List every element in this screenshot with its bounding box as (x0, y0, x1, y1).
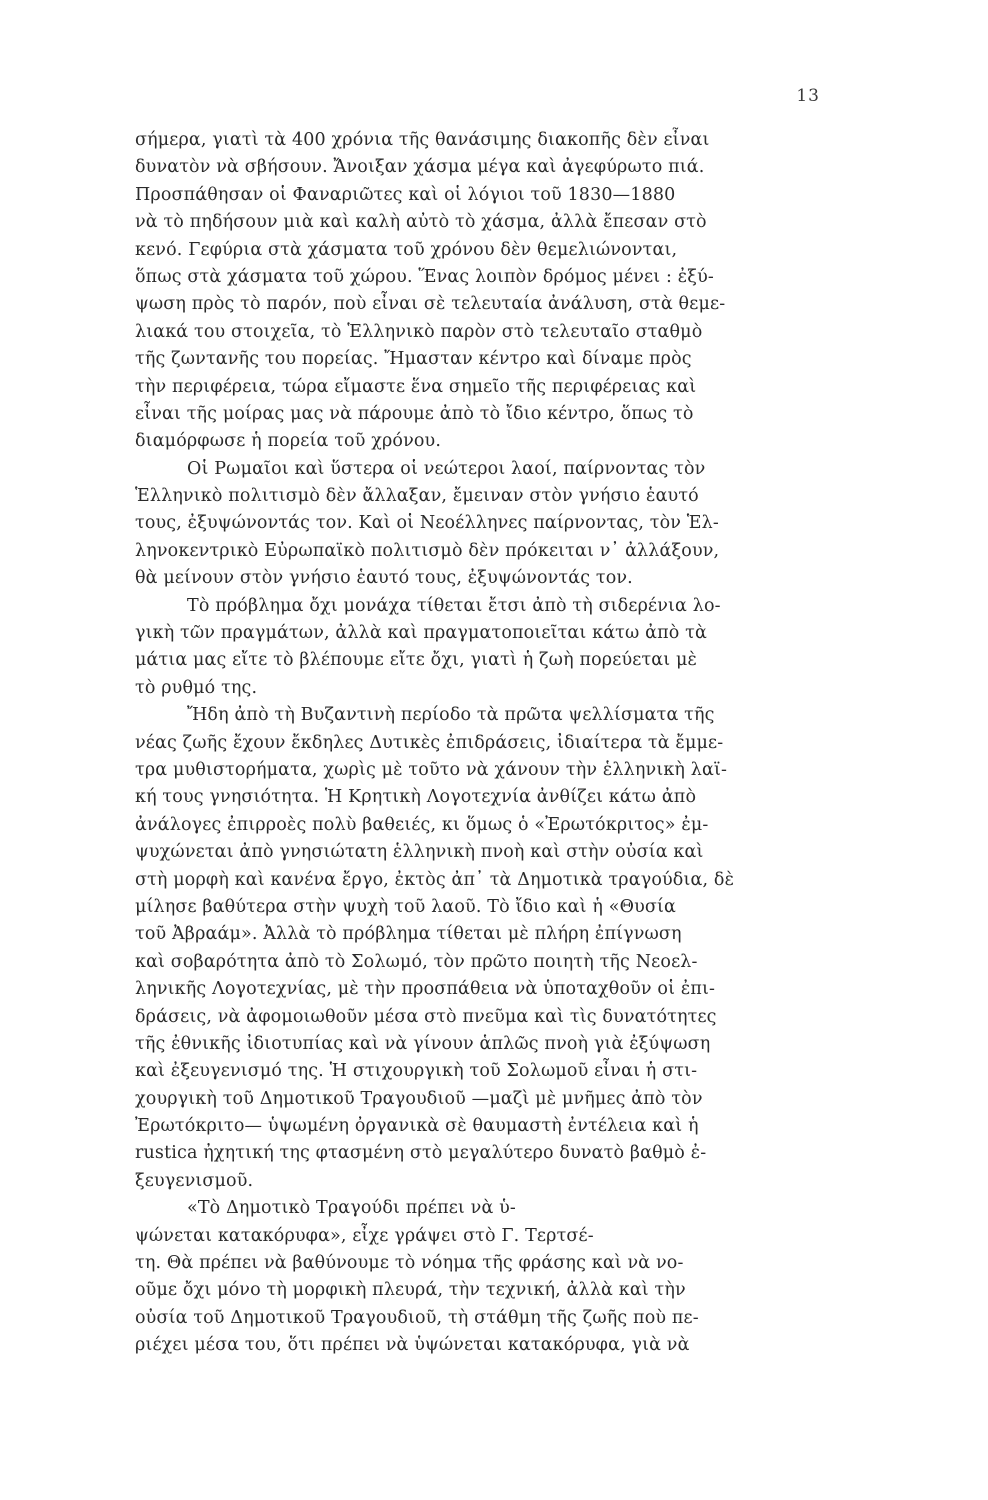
text-line: μάτια μας εἴτε τὸ βλέπουμε εἴτε ὄχι, γιατὶ ἡ ζωὴ πορεύεται μὲ (135, 650, 698, 671)
text-line: ληνικῆς Λογοτεχνίας, μὲ τὴν προσπάθεια νὰ ὑποταχθοῦν οἱ ἐπι- (135, 979, 716, 1000)
text-line: τρα μυθιστορήματα, χωρὶς μὲ τοῦτο νὰ χάνουν τὴν ἑλληνικὴ λαϊ- (135, 759, 728, 780)
text-line: χουργικὴ τοῦ Δημοτικοῦ Τραγουδιοῦ —μαζὶ μὲ μνῆμες ἀπὸ τὸν (135, 1088, 703, 1109)
text-line: τη. Θὰ πρέπει νὰ βαθύνουμε τὸ νόημα τῆς φράσης καὶ νὰ νο- (135, 1253, 684, 1274)
text-line: γικὴ τῶν πραγμάτων, ἀλλὰ καὶ πραγματοποιεῖται κάτω ἀπὸ τὰ (135, 623, 707, 644)
text-line: δράσεις, νὰ ἀφομοιωθοῦν μέσα στὸ πνεῦμα καὶ τὶς δυνατότητες (135, 1006, 717, 1027)
text-line: καὶ ἐξευγενισμό της. Ἡ στιχουργικὴ τοῦ Σολωμοῦ εἶναι ἡ στι- (135, 1061, 698, 1082)
text-line: εἶναι τῆς μοίρας μας νὰ πάρουμε ἀπὸ τὸ ἴδιο κέντρο, ὅπως τὸ (135, 403, 694, 424)
text-line: λιακά του στοιχεῖα, τὸ Ἑλληνικὸ παρὸν στὸ τελευταῖο σταθμὸ (135, 321, 703, 342)
text-line: τὴν περιφέρεια, τώρα εἴμαστε ἕνα σημεῖο τῆς περιφέρειας καὶ (135, 376, 697, 397)
text-line: ληνοκεντρικὸ Εὐρωπαϊκὸ πολιτισμὸ δὲν πρόκειται ν᾽ ἀλλάξουν, (135, 540, 720, 561)
text-line: ὅπως στὰ χάσματα τοῦ χώρου. Ἕνας λοιπὸν δρόμος μένει : ἐξύ- (135, 266, 714, 287)
text-line: ξευγενισμοῦ. (135, 1170, 254, 1191)
text-line: τῆς ζωντανῆς του πορείας. Ἤμασταν κέντρο καὶ δίναμε πρὸς (135, 349, 692, 370)
text-line: κή τους γνησιότητα. Ἡ Κρητικὴ Λογοτεχνία ἀνθίζει κάτω ἀπὸ (135, 787, 697, 808)
text-line: διαμόρφωσε ἡ πορεία τοῦ χρόνου. (135, 431, 442, 452)
text-line: τοῦ Ἀβραάμ». Ἀλλὰ τὸ πρόβλημα τίθεται μὲ πλήρη ἐπίγνωση (135, 924, 682, 945)
text-line: ψωση πρὸς τὸ παρόν, ποὺ εἶναι σὲ τελευταία ἀνάλυση, στὰ θεμε- (135, 294, 726, 315)
text-line: ψυχώνεται ἀπὸ γνησιώτατη ἑλληνικὴ πνοὴ καὶ στὴν οὐσία καὶ (135, 842, 704, 863)
text-line: νὰ τὸ πηδήσουν μιὰ καὶ καλὴ αὐτὸ τὸ χάσμα, ἀλλὰ ἔπεσαν στὸ (135, 212, 707, 233)
text-line: σήμερα, γιατὶ τὰ 400 χρόνια τῆς θανάσιμης διακοπῆς δὲν εἶναι (135, 130, 710, 150)
text-line: τους, ἐξυψώνοντάς τον. Καὶ οἱ Νεοέλληνες παίρνοντας, τὸν Ἑλ- (135, 513, 719, 534)
text-line: ψώνεται κατακόρυφα», εἶχε γράψει στὸ Γ. Τερτσέ- (135, 1225, 594, 1246)
body-text (135, 127, 850, 1360)
text-line: Ἑλληνικὸ πολιτισμὸ δὲν ἄλλαξαν, ἔμειναν στὸν γνήσιο ἑαυτό (135, 486, 699, 507)
paragraph-start-line: Τὸ πρόβλημα ὄχι μονάχα τίθεται ἔτσι ἀπὸ τὴ σιδερένια λο- (187, 595, 721, 616)
text-line: τῆς ἐθνικῆς ἰδιοτυπίας καὶ νὰ γίνουν ἁπλῶς πνοὴ γιὰ ἐξύψωση (135, 1033, 711, 1054)
text-line: νέας ζωῆς ἔχουν ἔκδηλες Δυτικὲς ἐπιδράσεις, ἰδιαίτερα τὰ ἔμμε- (135, 732, 724, 753)
text-line: Ἐρωτόκριτο— ὑψωμένη ὀργανικὰ σὲ θαυμαστὴ ἐντέλεια καὶ ἡ (135, 1116, 699, 1137)
text-line: ριέχει μέσα του, ὅτι πρέπει νὰ ὑψώνεται κατακόρυφα, γιὰ νὰ (135, 1335, 690, 1356)
text-line: μίλησε βαθύτερα στὴν ψυχὴ τοῦ λαοῦ. Τὸ ἴδιο καὶ ἡ «Θυσία (135, 896, 676, 917)
text-line: οὐσία τοῦ Δημοτικοῦ Τραγουδιοῦ, τὴ στάθμη τῆς ζωῆς ποὺ πε- (135, 1307, 699, 1328)
text-line: κενό. Γεφύρια στὰ χάσματα τοῦ χρόνου δὲν θεμελιώνονται, (135, 239, 678, 260)
text-line: Προσπάθησαν οἱ Φαναριῶτες καὶ οἱ λόγιοι τοῦ 1830—1880 (135, 184, 676, 205)
text-line: ἀνάλογες ἐπιρροὲς πολὺ βαθειές, κι ὅμως ὁ «Ἐρωτόκριτος» ἐμ- (135, 814, 709, 835)
paragraph-start-line: Ἤδη ἀπὸ τὴ Βυζαντινὴ περίοδο τὰ πρῶτα ψελλίσματα τῆς (187, 705, 715, 726)
page-number: 13 (796, 86, 820, 106)
paragraph-start-line: «Τὸ Δημοτικὸ Τραγούδι πρέπει νὰ ὑ- (187, 1198, 516, 1219)
text-line: δυνατὸν νὰ σβήσουν. Ἄνοιξαν χάσμα μέγα καὶ ἀγεφύρωτο πιά. (135, 157, 705, 178)
text-line: καὶ σοβαρότητα ἀπὸ τὸ Σολωμό, τὸν πρῶτο ποιητὴ τῆς Νεοελ- (135, 951, 698, 972)
text-line: θὰ μείνουν στὸν γνήσιο ἑαυτό τους, ἐξυψώνοντάς τον. (135, 568, 633, 589)
paragraph-start-line: Οἱ Ρωμαῖοι καὶ ὕστερα οἱ νεώτεροι λαοί, παίρνοντας τὸν (187, 458, 706, 479)
text-line: οῦμε ὄχι μόνο τὴ μορφικὴ πλευρά, τὴν τεχνική, ἀλλὰ καὶ τὴν (135, 1280, 686, 1301)
text-line: στὴ μορφὴ καὶ κανένα ἔργο, ἐκτὸς ἀπ᾽ τὰ Δημοτικὰ τραγούδια, δὲ (135, 869, 735, 890)
text-line: τὸ ρυθμό της. (135, 677, 258, 698)
text-line: rustica ἠχητική της φτασμένη στὸ μεγαλύτερο δυνατὸ βαθμὸ ἐ- (135, 1143, 707, 1164)
